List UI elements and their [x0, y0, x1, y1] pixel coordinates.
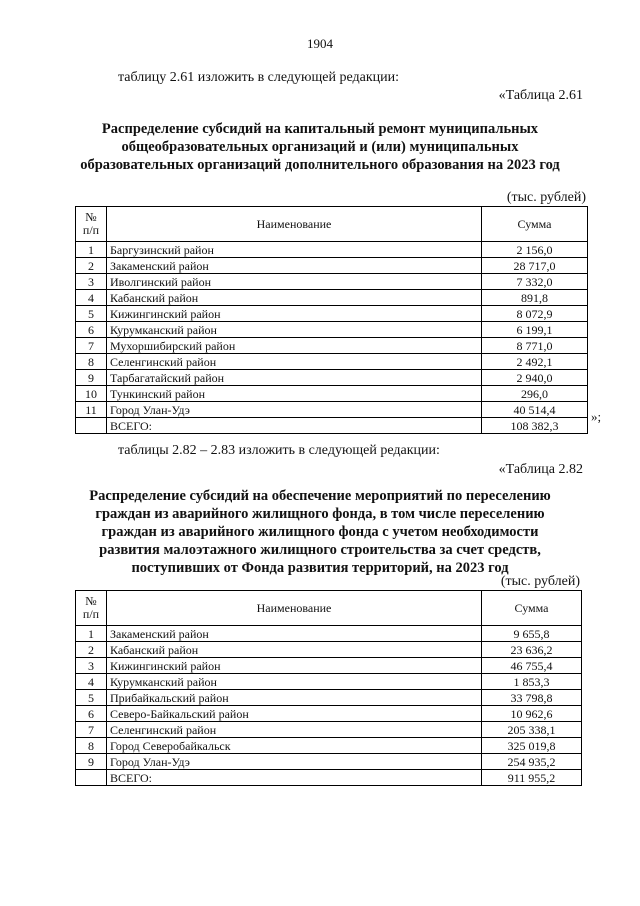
header-num [76, 207, 107, 242]
cell-sum: 1 853,3 [482, 674, 582, 690]
table-row [76, 642, 582, 658]
cell-sum: 205 338,1 [482, 722, 582, 738]
cell-num: 2 [76, 258, 107, 274]
table-row [76, 706, 582, 722]
cell-name: Мухоршибирский район [107, 338, 482, 354]
cell-num [76, 418, 107, 434]
cell-sum: 108 382,3 [482, 418, 588, 434]
cell-num: 11 [76, 402, 107, 418]
section2-title-line: Распределение субсидий на обеспечение мероприятий по переселению [89, 488, 551, 504]
cell-name: Тункинский район [107, 386, 482, 402]
cell-name: Курумканский район [107, 674, 482, 690]
table-row [76, 626, 582, 642]
cell-num: 4 [76, 290, 107, 306]
table-row [76, 338, 588, 354]
cell-sum: 891,8 [482, 290, 588, 306]
cell-sum: 7 332,0 [482, 274, 588, 290]
cell-num: 9 [76, 370, 107, 386]
cell-name: Кижингинский район [107, 306, 482, 322]
cell-num: 8 [76, 738, 107, 754]
cell-name: Кабанский район [107, 290, 482, 306]
cell-sum: 254 935,2 [482, 754, 582, 770]
cell-name: Город Улан-Удэ [107, 402, 482, 418]
table-header-row [76, 207, 588, 242]
cell-sum: 8 771,0 [482, 338, 588, 354]
cell-sum: 911 955,2 [482, 770, 582, 786]
cell-sum: 9 655,8 [482, 626, 582, 642]
table-row [76, 674, 582, 690]
cell-name: Селенгинский район [107, 354, 482, 370]
cell-name: Селенгинский район [107, 722, 482, 738]
cell-num: 6 [76, 706, 107, 722]
cell-num: 6 [76, 322, 107, 338]
cell-sum: 40 514,4 [482, 402, 588, 418]
cell-num: 7 [76, 722, 107, 738]
section2-title-line: развития малоэтажного жилищного строительства за счет средств, [99, 542, 541, 558]
section1-closing: »; [591, 409, 602, 424]
cell-name: Кижингинский район [107, 658, 482, 674]
section2-table-label: «Таблица 2.82 [498, 462, 583, 477]
cell-sum: 6 199,1 [482, 322, 588, 338]
table-row [76, 370, 588, 386]
table-row [76, 386, 588, 402]
cell-sum: 28 717,0 [482, 258, 588, 274]
cell-num [76, 770, 107, 786]
header-num [76, 591, 107, 626]
table-header-row [76, 591, 582, 626]
section2-title [40, 487, 600, 577]
cell-name: Баргузинский район [107, 242, 482, 258]
section2-title-line: граждан из аварийного жилищного фонда с учетом необходимости [101, 524, 539, 540]
cell-num: 8 [76, 354, 107, 370]
header-sum: Сумма [482, 207, 588, 242]
table-row [76, 754, 582, 770]
cell-num: 1 [76, 626, 107, 642]
section1-table-label: «Таблица 2.61 [498, 88, 583, 103]
cell-sum: 2 156,0 [482, 242, 588, 258]
cell-sum: 8 072,9 [482, 306, 588, 322]
header-name: Наименование [107, 591, 482, 626]
cell-name: Северо-Байкальский район [107, 706, 482, 722]
cell-sum: 2 940,0 [482, 370, 588, 386]
section1-units: (тыс. рублей) [506, 190, 586, 205]
cell-sum: 2 492,1 [482, 354, 588, 370]
table-row [76, 242, 588, 258]
cell-sum: 296,0 [482, 386, 588, 402]
page-number: 1904 [307, 36, 333, 51]
cell-name: ВСЕГО: [107, 770, 482, 786]
cell-name: Закаменский район [107, 258, 482, 274]
cell-num: 1 [76, 242, 107, 258]
cell-num: 4 [76, 674, 107, 690]
table-row [76, 402, 588, 418]
cell-num: 7 [76, 338, 107, 354]
cell-sum: 10 962,6 [482, 706, 582, 722]
cell-name: Курумканский район [107, 322, 482, 338]
table-row [76, 354, 588, 370]
section2-units: (тыс. рублей) [500, 574, 580, 589]
header-sum: Сумма [482, 591, 582, 626]
section2-title-line: граждан из аварийного жилищного фонда, в том числе переселению [95, 506, 545, 522]
cell-num: 10 [76, 386, 107, 402]
cell-name: Прибайкальский район [107, 690, 482, 706]
cell-name: Тарбагатайский район [107, 370, 482, 386]
table-row [76, 274, 588, 290]
cell-name: ВСЕГО: [107, 418, 482, 434]
cell-name: Город Северобайкальск [107, 738, 482, 754]
section2-title-line: поступивших от Фонда развития территорий, на 2023 год [131, 560, 509, 576]
header-num-label: № п/п [82, 594, 100, 621]
table-row [76, 322, 588, 338]
cell-num: 3 [76, 658, 107, 674]
table-row [76, 258, 588, 274]
section2-intro: таблицы 2.82 – 2.83 изложить в следующей редакции: [118, 443, 440, 458]
table-row [76, 722, 582, 738]
section1-title-line: Распределение субсидий на капитальный ремонт муниципальных [101, 121, 539, 137]
cell-num: 9 [76, 754, 107, 770]
section1-title-line: образовательных организаций дополнительного образования на 2023 год [80, 157, 560, 173]
section1-table [75, 206, 588, 434]
section2-table [75, 590, 582, 786]
cell-name: Иволгинский район [107, 274, 482, 290]
cell-sum: 325 019,8 [482, 738, 582, 754]
section1-title [40, 120, 600, 174]
cell-name: Закаменский район [107, 626, 482, 642]
table-row [76, 690, 582, 706]
cell-sum: 33 798,8 [482, 690, 582, 706]
cell-num: 2 [76, 642, 107, 658]
section1-title-line: общеобразовательных организаций и (или) муниципальных [121, 139, 519, 155]
table-row [76, 658, 582, 674]
cell-num: 5 [76, 690, 107, 706]
cell-sum: 23 636,2 [482, 642, 582, 658]
table-row [76, 738, 582, 754]
header-num-label: № п/п [82, 210, 100, 237]
table-row [76, 306, 588, 322]
cell-name: Город Улан-Удэ [107, 754, 482, 770]
cell-name: Кабанский район [107, 642, 482, 658]
section1-intro: таблицу 2.61 изложить в следующей редакции: [118, 70, 400, 85]
table-row [76, 770, 582, 786]
cell-num: 5 [76, 306, 107, 322]
table-row [76, 290, 588, 306]
cell-sum: 46 755,4 [482, 658, 582, 674]
table-row [76, 418, 588, 434]
cell-num: 3 [76, 274, 107, 290]
header-name: Наименование [107, 207, 482, 242]
